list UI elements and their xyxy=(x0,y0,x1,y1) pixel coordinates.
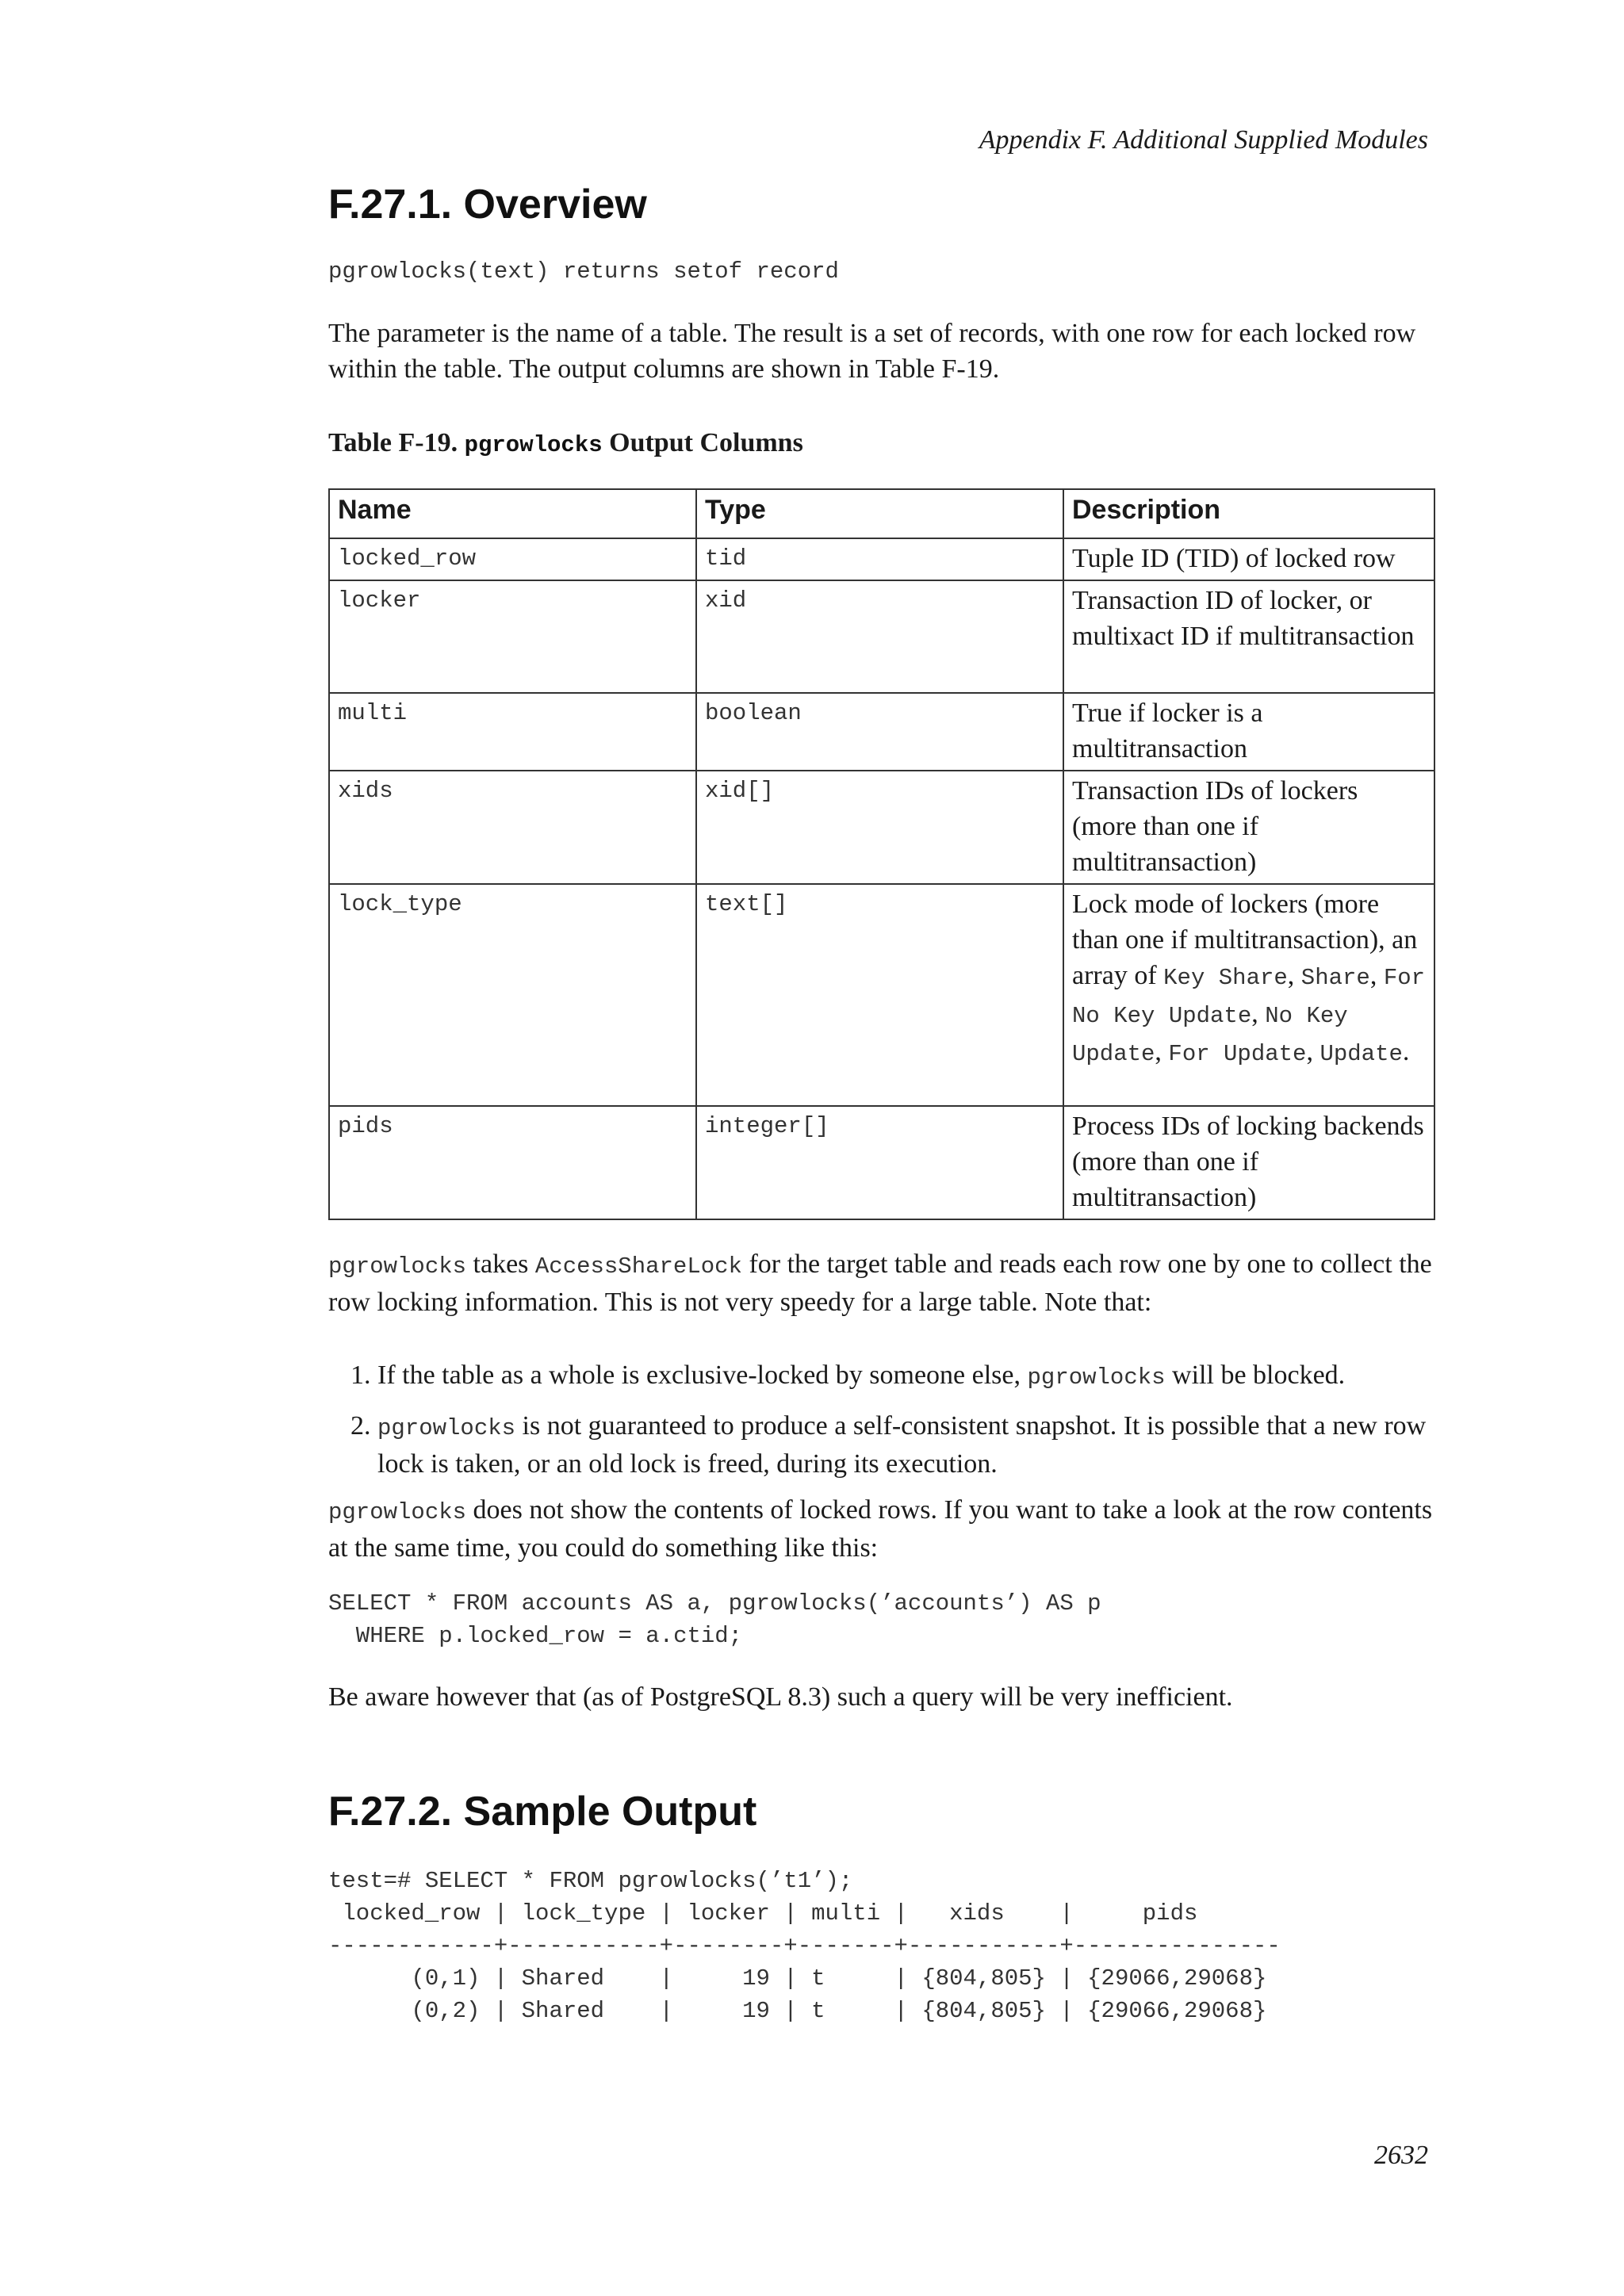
cell-type: xid[] xyxy=(696,771,1063,884)
section-heading-overview: F.27.1. Overview xyxy=(328,182,647,228)
inline-code: pgrowlocks xyxy=(328,1499,467,1525)
lock-mode-code: Share xyxy=(1300,965,1370,991)
list-item xyxy=(377,1357,1434,1395)
table-caption-prefix: Table F-19. xyxy=(328,428,458,457)
separator: , xyxy=(1306,1037,1320,1066)
cell-description xyxy=(1063,884,1434,1106)
table-row xyxy=(329,538,1434,580)
cell-description: Transaction ID of locker, or multixact ID if multitransaction xyxy=(1063,580,1434,693)
inline-code: AccessShareLock xyxy=(534,1253,742,1280)
table-caption-code: pgrowlocks xyxy=(464,432,603,458)
list-item-text: is not guaranteed to produce a self-consistent snapshot. It is possible that a new row lock is taken, or an old lock is freed, during its execution. xyxy=(377,1411,1427,1479)
table-caption-suffix: Output Columns xyxy=(609,428,803,457)
function-synopsis: pgrowlocks(text) returns setof record xyxy=(328,258,839,285)
separator: , xyxy=(1251,999,1266,1028)
table-caption xyxy=(328,428,1434,458)
lock-mode-code: No Key Update xyxy=(1072,1003,1348,1067)
output-columns-table xyxy=(328,488,1435,1220)
list-item-text: If the table as a whole is exclusive-locked by someone else, xyxy=(377,1360,1028,1390)
inline-code: pgrowlocks xyxy=(328,1253,467,1280)
table-row xyxy=(329,580,1434,693)
desc-text: Lock mode of lockers (more than one if multitransaction), an array of xyxy=(1072,890,1418,990)
example-query: SELECT * FROM accounts AS a, pgrowlocks(’accounts’) AS p WHERE p.locked_row = a.ctid; xyxy=(328,1590,1101,1649)
notes-list xyxy=(328,1357,1434,1482)
cell-name: pids xyxy=(329,1106,696,1219)
cell-name: multi xyxy=(329,693,696,771)
cell-type: text[] xyxy=(696,884,1063,1106)
cell-description: Tuple ID (TID) of locked row xyxy=(1063,538,1434,580)
column-header-description: Description xyxy=(1063,489,1434,538)
cell-type: integer[] xyxy=(696,1106,1063,1219)
cell-description: True if locker is a multitransaction xyxy=(1063,693,1434,771)
list-item-text: will be blocked. xyxy=(1165,1360,1346,1390)
sample-output-block: test=# SELECT * FROM pgrowlocks(’t1’); locked_row | lock_type | locker | multi | xids | pids ------------+-----------+--------+-------+-----------+--------------- (0,1) | Shared | 19 | t | {804,805} | {29066,29068} (0,2) | Shared | 19 | t | {804,805} | {29066,29068} xyxy=(328,1868,1281,2024)
cell-description: Transaction IDs of lockers (more than one if multitransaction) xyxy=(1063,771,1434,884)
cell-name: xids xyxy=(329,771,696,884)
list-item xyxy=(377,1408,1434,1482)
table-header-row xyxy=(329,489,1434,538)
table-row xyxy=(329,693,1434,771)
cell-description: Process IDs of locking backends (more than one if multitransaction) xyxy=(1063,1106,1434,1219)
lock-mode-code: For No Key Update xyxy=(1072,965,1426,1029)
cell-type: boolean xyxy=(696,693,1063,771)
efficiency-warning: Be aware however that (as of PostgreSQL 8.3) such a query will be very inefficient. xyxy=(328,1682,1233,1712)
lock-mode-code: For Update xyxy=(1168,1041,1307,1067)
lock-mode-code: Key Share xyxy=(1163,965,1288,991)
inline-code: pgrowlocks xyxy=(1027,1364,1166,1391)
separator: , xyxy=(1287,961,1301,990)
column-header-name: Name xyxy=(329,489,696,538)
running-header: Appendix F. Additional Supplied Modules xyxy=(979,125,1428,155)
table-row xyxy=(329,771,1434,884)
section-heading-sample-output: F.27.2. Sample Output xyxy=(328,1789,757,1835)
contents-paragraph xyxy=(328,1492,1434,1566)
separator: . xyxy=(1402,1037,1410,1066)
locking-paragraph xyxy=(328,1246,1434,1320)
lock-mode-code: Update xyxy=(1320,1041,1403,1067)
table-row xyxy=(329,884,1434,1106)
cell-name: lock_type xyxy=(329,884,696,1106)
inline-code: pgrowlocks xyxy=(377,1415,516,1441)
cell-type: tid xyxy=(696,538,1063,580)
paragraph-text: for the target table and reads each row one by one to collect the row locking information. This is not very speedy for a large table. Note that: xyxy=(328,1249,1432,1317)
separator: , xyxy=(1369,961,1384,990)
overview-section xyxy=(328,181,1434,228)
cell-type: xid xyxy=(696,580,1063,693)
table-row xyxy=(329,1106,1434,1219)
paragraph-text: takes xyxy=(466,1249,535,1279)
overview-intro: The parameter is the name of a table. The result is a set of records, with one row for each locked row within the table. The output columns are shown in Table F-19. xyxy=(328,319,1416,384)
column-header-type: Type xyxy=(696,489,1063,538)
separator: , xyxy=(1155,1037,1169,1066)
paragraph-text: does not show the contents of locked rows. If you want to take a look at the row contents at the same time, you could do something like this: xyxy=(328,1495,1433,1563)
cell-name: locker xyxy=(329,580,696,693)
page-number: 2632 xyxy=(1374,2141,1428,2170)
cell-name: locked_row xyxy=(329,538,696,580)
